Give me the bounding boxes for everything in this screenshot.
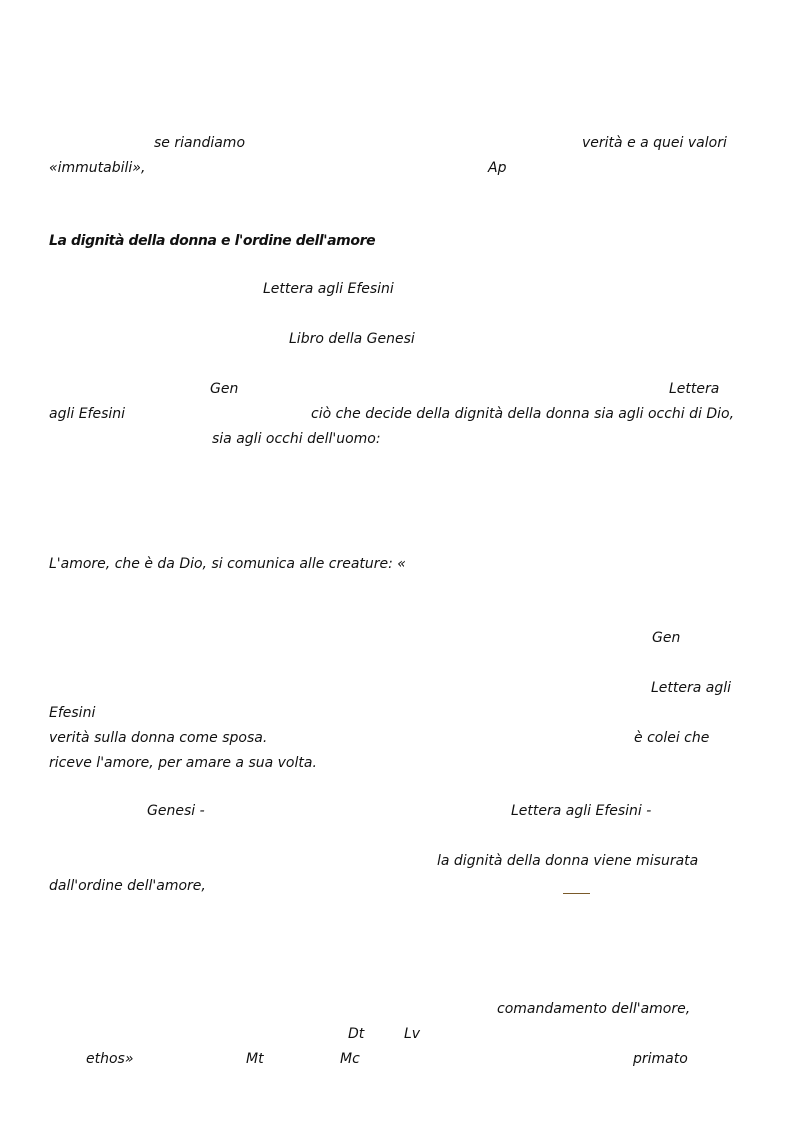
text-fragment: Lv [404,1026,421,1042]
text-fragment: sia agli occhi dell'uomo: [212,431,381,447]
text-fragment: agli Efesini [49,406,126,422]
text-fragment: Mt [246,1051,264,1067]
text-fragment: Ap [488,160,507,176]
text-fragment: Gen [652,630,681,646]
text-fragment: Mc [340,1051,360,1067]
text-fragment: Lettera agli Efesini - [511,803,652,819]
text-fragment: Libro della Genesi [289,331,415,347]
underline-mark [563,893,590,894]
text-fragment: Lettera agli [651,680,732,696]
text-fragment: Lettera agli Efesini [263,281,394,297]
text-fragment: dall'ordine dell'amore, [49,878,206,894]
text-fragment: la dignità della donna viene misurata [437,853,699,869]
text-fragment: L'amore, che è da Dio, si comunica alle creature: « [49,556,406,572]
text-fragment: «immutabili», [49,160,146,176]
text-fragment: verità sulla donna come sposa. [49,730,268,746]
text-fragment: Lettera [669,381,720,397]
text-fragment: primato [633,1051,688,1067]
text-fragment: comandamento dell'amore, [497,1001,691,1017]
text-fragment: è colei che [634,730,710,746]
text-fragment: riceve l'amore, per amare a sua volta. [49,755,317,771]
section-heading: La dignità della donna e l'ordine dell'amore [49,233,376,249]
text-fragment: Efesini [49,705,96,721]
text-fragment: verità e a quei valori [582,135,727,151]
text-fragment: Gen [210,381,239,397]
text-fragment: ethos» [86,1051,134,1067]
text-fragment: se riandiamo [154,135,246,151]
text-fragment: ciò che decide della dignità della donna sia agli occhi di Dio, [311,406,735,422]
text-fragment: Dt [348,1026,365,1042]
text-fragment: Genesi - [147,803,205,819]
